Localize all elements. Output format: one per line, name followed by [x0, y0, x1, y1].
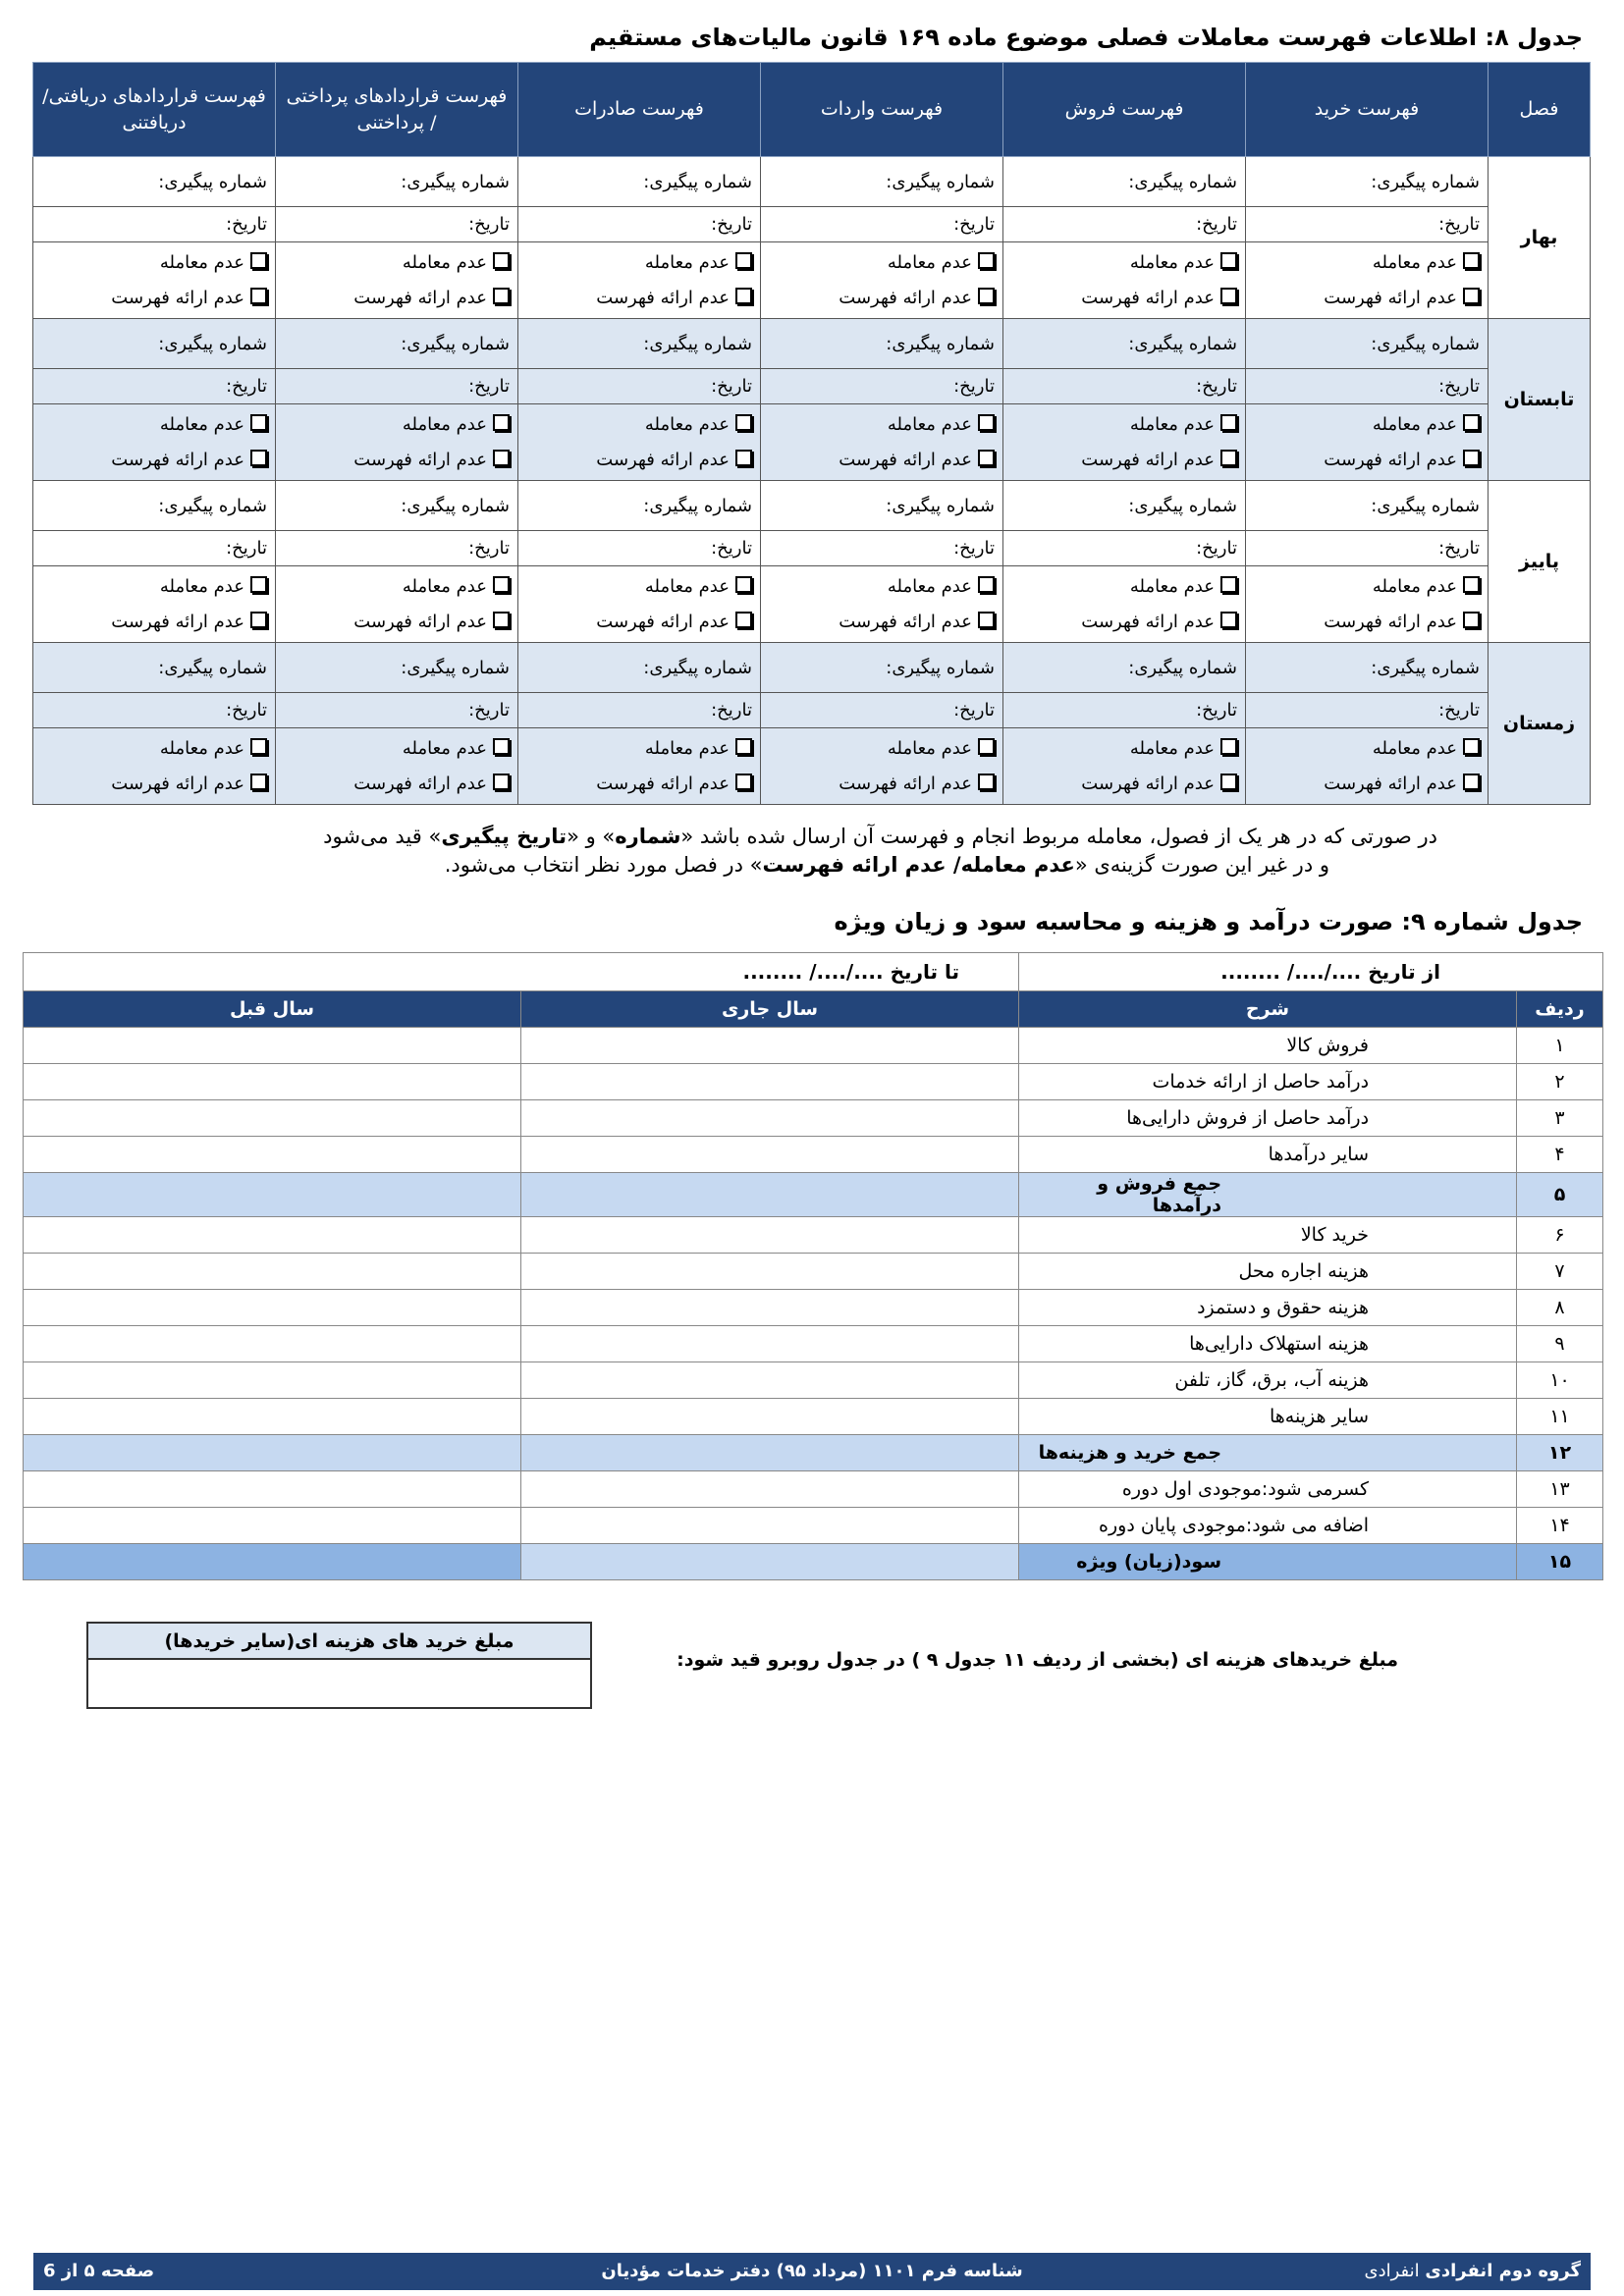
row-number: ۱۳ — [1517, 1471, 1603, 1508]
previous-year-field[interactable] — [24, 1173, 521, 1217]
row-description: خرید کالا — [1019, 1217, 1517, 1254]
previous-year-field[interactable] — [24, 1544, 521, 1580]
previous-year-field[interactable] — [24, 1399, 521, 1435]
current-year-field[interactable] — [521, 1508, 1019, 1544]
imports-tracking-number-field[interactable]: شماره پیگیری: — [761, 643, 1003, 693]
receivable-tracking-number-field[interactable]: شماره پیگیری: — [33, 319, 276, 369]
checkbox-icon[interactable] — [978, 576, 995, 593]
row-description: هزینه اجاره محل — [1019, 1254, 1517, 1290]
imports-date-field[interactable]: تاریخ: — [761, 369, 1003, 404]
expense-purchase-amount-field[interactable] — [87, 1659, 591, 1708]
imports-date-field[interactable]: تاریخ: — [761, 207, 1003, 242]
no-transaction-option[interactable]: عدم معامله — [284, 731, 510, 767]
header-purchase: فهرست خرید — [1246, 63, 1489, 157]
sales-tracking-number-field[interactable]: شماره پیگیری: — [1003, 319, 1246, 369]
sales-options-cell — [1003, 728, 1246, 805]
row-description: فروش کالا — [1019, 1028, 1517, 1064]
no-transaction-option[interactable]: عدم معامله — [526, 731, 752, 767]
row-description: هزینه آب، برق، گاز، تلفن — [1019, 1362, 1517, 1399]
payable-options-cell — [276, 728, 518, 805]
payable-tracking-number-field[interactable]: شماره پیگیری: — [276, 157, 518, 207]
previous-year-field[interactable] — [24, 1471, 521, 1508]
checkbox-icon[interactable] — [1220, 738, 1237, 755]
checkbox-icon[interactable] — [1220, 576, 1237, 593]
checkbox-icon[interactable] — [493, 414, 510, 431]
checkbox-icon[interactable] — [978, 414, 995, 431]
exports-tracking-number-field[interactable]: شماره پیگیری: — [518, 481, 761, 531]
no-transaction-option[interactable]: عدم معامله — [526, 569, 752, 605]
no-list-option[interactable]: عدم ارائه فهرست — [769, 767, 995, 802]
receivable-tracking-number-field[interactable]: شماره پیگیری: — [33, 643, 276, 693]
checkbox-icon[interactable] — [493, 288, 510, 304]
table-row — [24, 1100, 1603, 1137]
payable-date-field[interactable]: تاریخ: — [276, 693, 518, 728]
purchase-date-field[interactable]: تاریخ: — [1246, 693, 1489, 728]
no-list-option[interactable]: عدم ارائه فهرست — [526, 767, 752, 802]
current-year-field[interactable] — [521, 1362, 1019, 1399]
previous-year-field[interactable] — [24, 1435, 521, 1471]
checkbox-icon[interactable] — [735, 252, 752, 269]
checkbox-icon[interactable] — [493, 252, 510, 269]
checkbox-icon[interactable] — [1463, 612, 1480, 628]
current-year-field[interactable] — [521, 1435, 1019, 1471]
no-list-option[interactable]: عدم ارائه فهرست — [1254, 443, 1480, 478]
previous-year-field[interactable] — [24, 1100, 521, 1137]
purchase-options-cell — [1246, 404, 1489, 481]
no-list-option[interactable]: عدم ارائه فهرست — [1254, 605, 1480, 640]
no-list-option[interactable]: عدم ارائه فهرست — [284, 281, 510, 316]
receivable-tracking-number-field[interactable]: شماره پیگیری: — [33, 157, 276, 207]
exports-tracking-number-field[interactable]: شماره پیگیری: — [518, 319, 761, 369]
payable-options-cell — [276, 566, 518, 643]
no-list-option[interactable]: عدم ارائه فهرست — [41, 443, 267, 478]
exports-options-cell — [518, 404, 761, 481]
no-list-option[interactable]: عدم ارائه فهرست — [284, 605, 510, 640]
table9 — [23, 952, 1603, 1580]
previous-year-field[interactable] — [24, 1508, 521, 1544]
date-range-row — [24, 953, 1603, 991]
no-transaction-option[interactable]: عدم معامله — [769, 407, 995, 443]
no-transaction-option[interactable]: عدم معامله — [41, 407, 267, 443]
row-number: ۱ — [1517, 1028, 1603, 1064]
checkbox-icon[interactable] — [735, 738, 752, 755]
current-year-field[interactable] — [521, 1399, 1019, 1435]
row-number: ۳ — [1517, 1100, 1603, 1137]
receivable-tracking-number-field[interactable]: شماره پیگیری: — [33, 481, 276, 531]
payable-date-field[interactable]: تاریخ: — [276, 369, 518, 404]
table-row — [24, 1137, 1603, 1173]
checkbox-icon[interactable] — [493, 450, 510, 466]
header-receivable: فهرست قراردادهای دریافتی/ دریافتنی — [33, 63, 276, 157]
no-list-option[interactable]: عدم ارائه فهرست — [526, 605, 752, 640]
from-date-field[interactable]: از تاریخ ..../..../ ........ — [1019, 953, 1603, 991]
current-year-field[interactable] — [521, 1173, 1019, 1217]
no-transaction-option[interactable]: عدم معامله — [769, 731, 995, 767]
checkbox-icon[interactable] — [1463, 414, 1480, 431]
row-number: ۱۰ — [1517, 1362, 1603, 1399]
checkbox-icon[interactable] — [250, 288, 267, 304]
checkbox-icon[interactable] — [1463, 738, 1480, 755]
previous-year-field[interactable] — [24, 1290, 521, 1326]
row-description: هزینه استهلاک دارایی‌ها — [1019, 1326, 1517, 1362]
purchase-options-cell — [1246, 242, 1489, 319]
table-row — [24, 1471, 1603, 1508]
footer-group: گروه دوم انفرادی انفرادی — [1364, 2261, 1581, 2281]
no-transaction-option[interactable]: عدم معامله — [41, 731, 267, 767]
payable-date-field[interactable]: تاریخ: — [276, 531, 518, 566]
header-season: فصل — [1489, 63, 1591, 157]
imports-date-field[interactable]: تاریخ: — [761, 693, 1003, 728]
no-list-option[interactable]: عدم ارائه فهرست — [769, 281, 995, 316]
header-imports: فهرست واردات — [761, 63, 1003, 157]
page-footer — [33, 2253, 1591, 2290]
expense-purchase-table — [86, 1622, 592, 1709]
checkbox-icon[interactable] — [493, 774, 510, 790]
season-label: پاییز — [1489, 481, 1591, 643]
table8 — [32, 62, 1591, 805]
season-tracking-row — [33, 157, 1591, 207]
expense-purchase-header: مبلغ خرید های هزینه ای(سایر خریدها) — [87, 1623, 591, 1659]
checkbox-icon[interactable] — [1220, 288, 1237, 304]
checkbox-icon[interactable] — [1220, 252, 1237, 269]
previous-year-field[interactable] — [24, 1326, 521, 1362]
row-number: ۷ — [1517, 1254, 1603, 1290]
row-description: هزینه حقوق و دستمزد — [1019, 1290, 1517, 1326]
no-list-option[interactable]: عدم ارائه فهرست — [769, 605, 995, 640]
no-transaction-option[interactable]: عدم معامله — [1254, 245, 1480, 281]
table-row — [24, 1064, 1603, 1100]
no-list-option[interactable]: عدم ارائه فهرست — [284, 767, 510, 802]
no-transaction-option[interactable]: عدم معامله — [769, 245, 995, 281]
receivable-options-cell — [33, 728, 276, 805]
purchase-date-field[interactable]: تاریخ: — [1246, 531, 1489, 566]
no-transaction-option[interactable]: عدم معامله — [526, 407, 752, 443]
receivable-options-cell — [33, 566, 276, 643]
payable-tracking-number-field[interactable]: شماره پیگیری: — [276, 319, 518, 369]
checkbox-icon[interactable] — [250, 738, 267, 755]
no-transaction-option[interactable]: عدم معامله — [1254, 731, 1480, 767]
checkbox-icon[interactable] — [1463, 450, 1480, 466]
checkbox-icon[interactable] — [493, 738, 510, 755]
exports-tracking-number-field[interactable]: شماره پیگیری: — [518, 643, 761, 693]
season-checkbox-row — [33, 728, 1591, 805]
current-year-field[interactable] — [521, 1064, 1019, 1100]
purchase-options-cell — [1246, 728, 1489, 805]
checkbox-icon[interactable] — [1220, 450, 1237, 466]
season-tracking-row — [33, 481, 1591, 531]
previous-year-field[interactable] — [24, 1217, 521, 1254]
current-year-field[interactable] — [521, 1326, 1019, 1362]
sales-options-cell — [1003, 404, 1246, 481]
checkbox-icon[interactable] — [1220, 612, 1237, 628]
season-checkbox-row — [33, 566, 1591, 643]
season-tracking-row — [33, 319, 1591, 369]
header-payable: فهرست قراردادهای پرداختی / پرداختنی — [276, 63, 518, 157]
row-description: درآمد حاصل از ارائه خدمات — [1019, 1064, 1517, 1100]
no-transaction-option[interactable]: عدم معامله — [1011, 245, 1237, 281]
checkbox-icon[interactable] — [978, 738, 995, 755]
no-list-option[interactable]: عدم ارائه فهرست — [284, 443, 510, 478]
exports-date-field[interactable]: تاریخ: — [518, 531, 761, 566]
no-list-option[interactable]: عدم ارائه فهرست — [526, 281, 752, 316]
no-transaction-option[interactable]: عدم معامله — [1254, 569, 1480, 605]
imports-options-cell — [761, 404, 1003, 481]
payable-tracking-number-field[interactable]: شماره پیگیری: — [276, 643, 518, 693]
table8-title: جدول ۸: اطلاعات فهرست معاملات فصلی موضوع ماده ۱۶۹ قانون مالیات‌های مستقیم — [589, 24, 1583, 51]
table-row — [24, 1326, 1603, 1362]
current-year-field[interactable] — [521, 1290, 1019, 1326]
checkbox-icon[interactable] — [735, 414, 752, 431]
no-list-option[interactable]: عدم ارائه فهرست — [1254, 767, 1480, 802]
receivable-date-field[interactable]: تاریخ: — [33, 369, 276, 404]
sales-date-field[interactable]: تاریخ: — [1003, 531, 1246, 566]
table-row — [24, 1544, 1603, 1580]
no-list-option[interactable]: عدم ارائه فهرست — [769, 443, 995, 478]
expense-purchase-note: مبلغ خریدهای هزینه ای (بخشی از ردیف ۱۱ جدول ۹ ) در جدول روبرو قید شود: — [677, 1649, 1398, 1671]
row-number: ۶ — [1517, 1217, 1603, 1254]
row-number: ۲ — [1517, 1064, 1603, 1100]
sales-date-field[interactable]: تاریخ: — [1003, 207, 1246, 242]
row-description: کسرمی شود:موجودی اول دوره — [1019, 1471, 1517, 1508]
sales-tracking-number-field[interactable]: شماره پیگیری: — [1003, 157, 1246, 207]
payable-options-cell — [276, 242, 518, 319]
checkbox-icon[interactable] — [735, 774, 752, 790]
table-row — [24, 1435, 1603, 1471]
checkbox-icon[interactable] — [250, 612, 267, 628]
footer-page-number: صفحه ۵ از 6 — [43, 2261, 155, 2281]
sales-options-cell — [1003, 242, 1246, 319]
exports-date-field[interactable]: تاریخ: — [518, 369, 761, 404]
purchase-tracking-number-field[interactable]: شماره پیگیری: — [1246, 157, 1489, 207]
sales-options-cell — [1003, 566, 1246, 643]
table-row — [24, 1508, 1603, 1544]
checkbox-icon[interactable] — [978, 288, 995, 304]
checkbox-icon[interactable] — [978, 252, 995, 269]
no-transaction-option[interactable]: عدم معامله — [526, 245, 752, 281]
header-current-year: سال جاری — [521, 991, 1019, 1028]
row-number: ۱۴ — [1517, 1508, 1603, 1544]
checkbox-icon[interactable] — [1463, 576, 1480, 593]
checkbox-icon[interactable] — [250, 252, 267, 269]
purchase-date-field[interactable]: تاریخ: — [1246, 207, 1489, 242]
previous-year-field[interactable] — [24, 1254, 521, 1290]
purchase-tracking-number-field[interactable]: شماره پیگیری: — [1246, 481, 1489, 531]
row-number: ۹ — [1517, 1326, 1603, 1362]
row-description: جمع فروش و درآمدها — [1019, 1173, 1517, 1217]
header-description: شرح — [1019, 991, 1517, 1028]
row-number: ۱۲ — [1517, 1435, 1603, 1471]
payable-options-cell — [276, 404, 518, 481]
checkbox-icon[interactable] — [1463, 774, 1480, 790]
exports-date-field[interactable]: تاریخ: — [518, 693, 761, 728]
footer-form-id: شناسه فرم ۱۱۰۱ (مرداد ۹۵) دفتر خدمات مؤدیان — [601, 2261, 1023, 2281]
previous-year-field[interactable] — [24, 1028, 521, 1064]
no-transaction-option[interactable]: عدم معامله — [284, 407, 510, 443]
season-date-row — [33, 207, 1591, 242]
no-transaction-option[interactable]: عدم معامله — [1011, 569, 1237, 605]
previous-year-field[interactable] — [24, 1362, 521, 1399]
no-list-option[interactable]: عدم ارائه فهرست — [41, 767, 267, 802]
table-row — [24, 1217, 1603, 1254]
no-transaction-option[interactable]: عدم معامله — [1011, 731, 1237, 767]
row-number: ۵ — [1517, 1173, 1603, 1217]
no-list-option[interactable]: عدم ارائه فهرست — [1011, 605, 1237, 640]
checkbox-icon[interactable] — [735, 576, 752, 593]
no-list-option[interactable]: عدم ارائه فهرست — [526, 443, 752, 478]
row-description: درآمد حاصل از فروش دارایی‌ها — [1019, 1100, 1517, 1137]
row-number: ۱۵ — [1517, 1544, 1603, 1580]
header-exports: فهرست صادرات — [518, 63, 761, 157]
exports-tracking-number-field[interactable]: شماره پیگیری: — [518, 157, 761, 207]
no-transaction-option[interactable]: عدم معامله — [284, 569, 510, 605]
checkbox-icon[interactable] — [978, 774, 995, 790]
no-transaction-option[interactable]: عدم معامله — [41, 569, 267, 605]
row-number: ۱۱ — [1517, 1399, 1603, 1435]
no-transaction-option[interactable]: عدم معامله — [1011, 407, 1237, 443]
header-sales: فهرست فروش — [1003, 63, 1246, 157]
row-number: ۴ — [1517, 1137, 1603, 1173]
checkbox-icon[interactable] — [493, 612, 510, 628]
exports-date-field[interactable]: تاریخ: — [518, 207, 761, 242]
checkbox-icon[interactable] — [250, 576, 267, 593]
season-date-row — [33, 693, 1591, 728]
imports-tracking-number-field[interactable]: شماره پیگیری: — [761, 319, 1003, 369]
receivable-date-field[interactable]: تاریخ: — [33, 207, 276, 242]
row-description: اضافه می شود:موجودی پایان دوره — [1019, 1508, 1517, 1544]
row-description: سود(زیان) ویژه — [1019, 1544, 1517, 1580]
receivable-date-field[interactable]: تاریخ: — [33, 693, 276, 728]
no-list-option[interactable]: عدم ارائه فهرست — [1011, 767, 1237, 802]
purchase-date-field[interactable]: تاریخ: — [1246, 369, 1489, 404]
table-row — [24, 1362, 1603, 1399]
imports-options-cell — [761, 242, 1003, 319]
checkbox-icon[interactable] — [978, 612, 995, 628]
table-row — [24, 1028, 1603, 1064]
receivable-options-cell — [33, 242, 276, 319]
receivable-date-field[interactable]: تاریخ: — [33, 531, 276, 566]
note-line-1: در صورتی که در هر یک از فصول، معامله مربوط انجام و فهرست آن ارسال شده باشد «شماره» و «تاریخ پیگیری» قید می‌شود — [323, 825, 1437, 848]
season-date-row — [33, 531, 1591, 566]
checkbox-icon[interactable] — [1463, 288, 1480, 304]
note-line-2: و در غیر این صورت گزینه‌ی «عدم معامله/ عدم ارائه فهرست» در فصل مورد نظر انتخاب می‌شود. — [444, 853, 1329, 877]
no-list-option[interactable]: عدم ارائه فهرست — [1011, 443, 1237, 478]
current-year-field[interactable] — [521, 1471, 1019, 1508]
receivable-options-cell — [33, 404, 276, 481]
previous-year-field[interactable] — [24, 1064, 521, 1100]
header-previous-year: سال قبل — [24, 991, 521, 1028]
season-label: بهار — [1489, 157, 1591, 319]
current-year-field[interactable] — [521, 1100, 1019, 1137]
no-list-option[interactable]: عدم ارائه فهرست — [41, 605, 267, 640]
sales-tracking-number-field[interactable]: شماره پیگیری: — [1003, 481, 1246, 531]
current-year-field[interactable] — [521, 1028, 1019, 1064]
purchase-tracking-number-field[interactable]: شماره پیگیری: — [1246, 643, 1489, 693]
checkbox-icon[interactable] — [250, 450, 267, 466]
sales-date-field[interactable]: تاریخ: — [1003, 369, 1246, 404]
imports-date-field[interactable]: تاریخ: — [761, 531, 1003, 566]
exports-options-cell — [518, 566, 761, 643]
no-transaction-option[interactable]: عدم معامله — [769, 569, 995, 605]
instruction-note — [181, 823, 1437, 880]
current-year-field[interactable] — [521, 1217, 1019, 1254]
exports-options-cell — [518, 728, 761, 805]
purchase-tracking-number-field[interactable]: شماره پیگیری: — [1246, 319, 1489, 369]
current-year-field[interactable] — [521, 1137, 1019, 1173]
season-label: تابستان — [1489, 319, 1591, 481]
row-description: سایر هزینه‌ها — [1019, 1399, 1517, 1435]
purchase-options-cell — [1246, 566, 1489, 643]
payable-tracking-number-field[interactable]: شماره پیگیری: — [276, 481, 518, 531]
no-transaction-option[interactable]: عدم معامله — [284, 245, 510, 281]
season-checkbox-row — [33, 242, 1591, 319]
season-label: زمستان — [1489, 643, 1591, 805]
no-list-option[interactable]: عدم ارائه فهرست — [1011, 281, 1237, 316]
checkbox-icon[interactable] — [735, 288, 752, 304]
table9-header-row — [24, 991, 1603, 1028]
exports-options-cell — [518, 242, 761, 319]
row-number: ۸ — [1517, 1290, 1603, 1326]
no-transaction-option[interactable]: عدم معامله — [41, 245, 267, 281]
sales-date-field[interactable]: تاریخ: — [1003, 693, 1246, 728]
table9-title: جدول شماره ۹: صورت درآمد و هزینه و محاسبه سود و زیان ویژه — [834, 908, 1583, 935]
checkbox-icon[interactable] — [493, 576, 510, 593]
no-list-option[interactable]: عدم ارائه فهرست — [1254, 281, 1480, 316]
sales-tracking-number-field[interactable]: شماره پیگیری: — [1003, 643, 1246, 693]
checkbox-icon[interactable] — [250, 774, 267, 790]
no-list-option[interactable]: عدم ارائه فهرست — [41, 281, 267, 316]
row-description: جمع خرید و هزینه‌ها — [1019, 1435, 1517, 1471]
previous-year-field[interactable] — [24, 1137, 521, 1173]
imports-tracking-number-field[interactable]: شماره پیگیری: — [761, 481, 1003, 531]
payable-date-field[interactable]: تاریخ: — [276, 207, 518, 242]
imports-options-cell — [761, 728, 1003, 805]
season-checkbox-row — [33, 404, 1591, 481]
to-date-field[interactable]: تا تاریخ ..../..../ ........ — [24, 953, 1019, 991]
table-row — [24, 1290, 1603, 1326]
current-year-field[interactable] — [521, 1254, 1019, 1290]
season-tracking-row — [33, 643, 1591, 693]
table8-header-row — [33, 63, 1591, 157]
table-row — [24, 1173, 1603, 1217]
table-row — [24, 1254, 1603, 1290]
checkbox-icon[interactable] — [978, 450, 995, 466]
header-row-number: ردیف — [1517, 991, 1603, 1028]
checkbox-icon[interactable] — [250, 414, 267, 431]
checkbox-icon[interactable] — [1463, 252, 1480, 269]
checkbox-icon[interactable] — [735, 612, 752, 628]
row-description: سایر درآمدها — [1019, 1137, 1517, 1173]
table-row — [24, 1399, 1603, 1435]
current-year-field[interactable] — [521, 1544, 1019, 1580]
season-date-row — [33, 369, 1591, 404]
imports-tracking-number-field[interactable]: شماره پیگیری: — [761, 157, 1003, 207]
checkbox-icon[interactable] — [1220, 414, 1237, 431]
checkbox-icon[interactable] — [735, 450, 752, 466]
checkbox-icon[interactable] — [1220, 774, 1237, 790]
no-transaction-option[interactable]: عدم معامله — [1254, 407, 1480, 443]
imports-options-cell — [761, 566, 1003, 643]
